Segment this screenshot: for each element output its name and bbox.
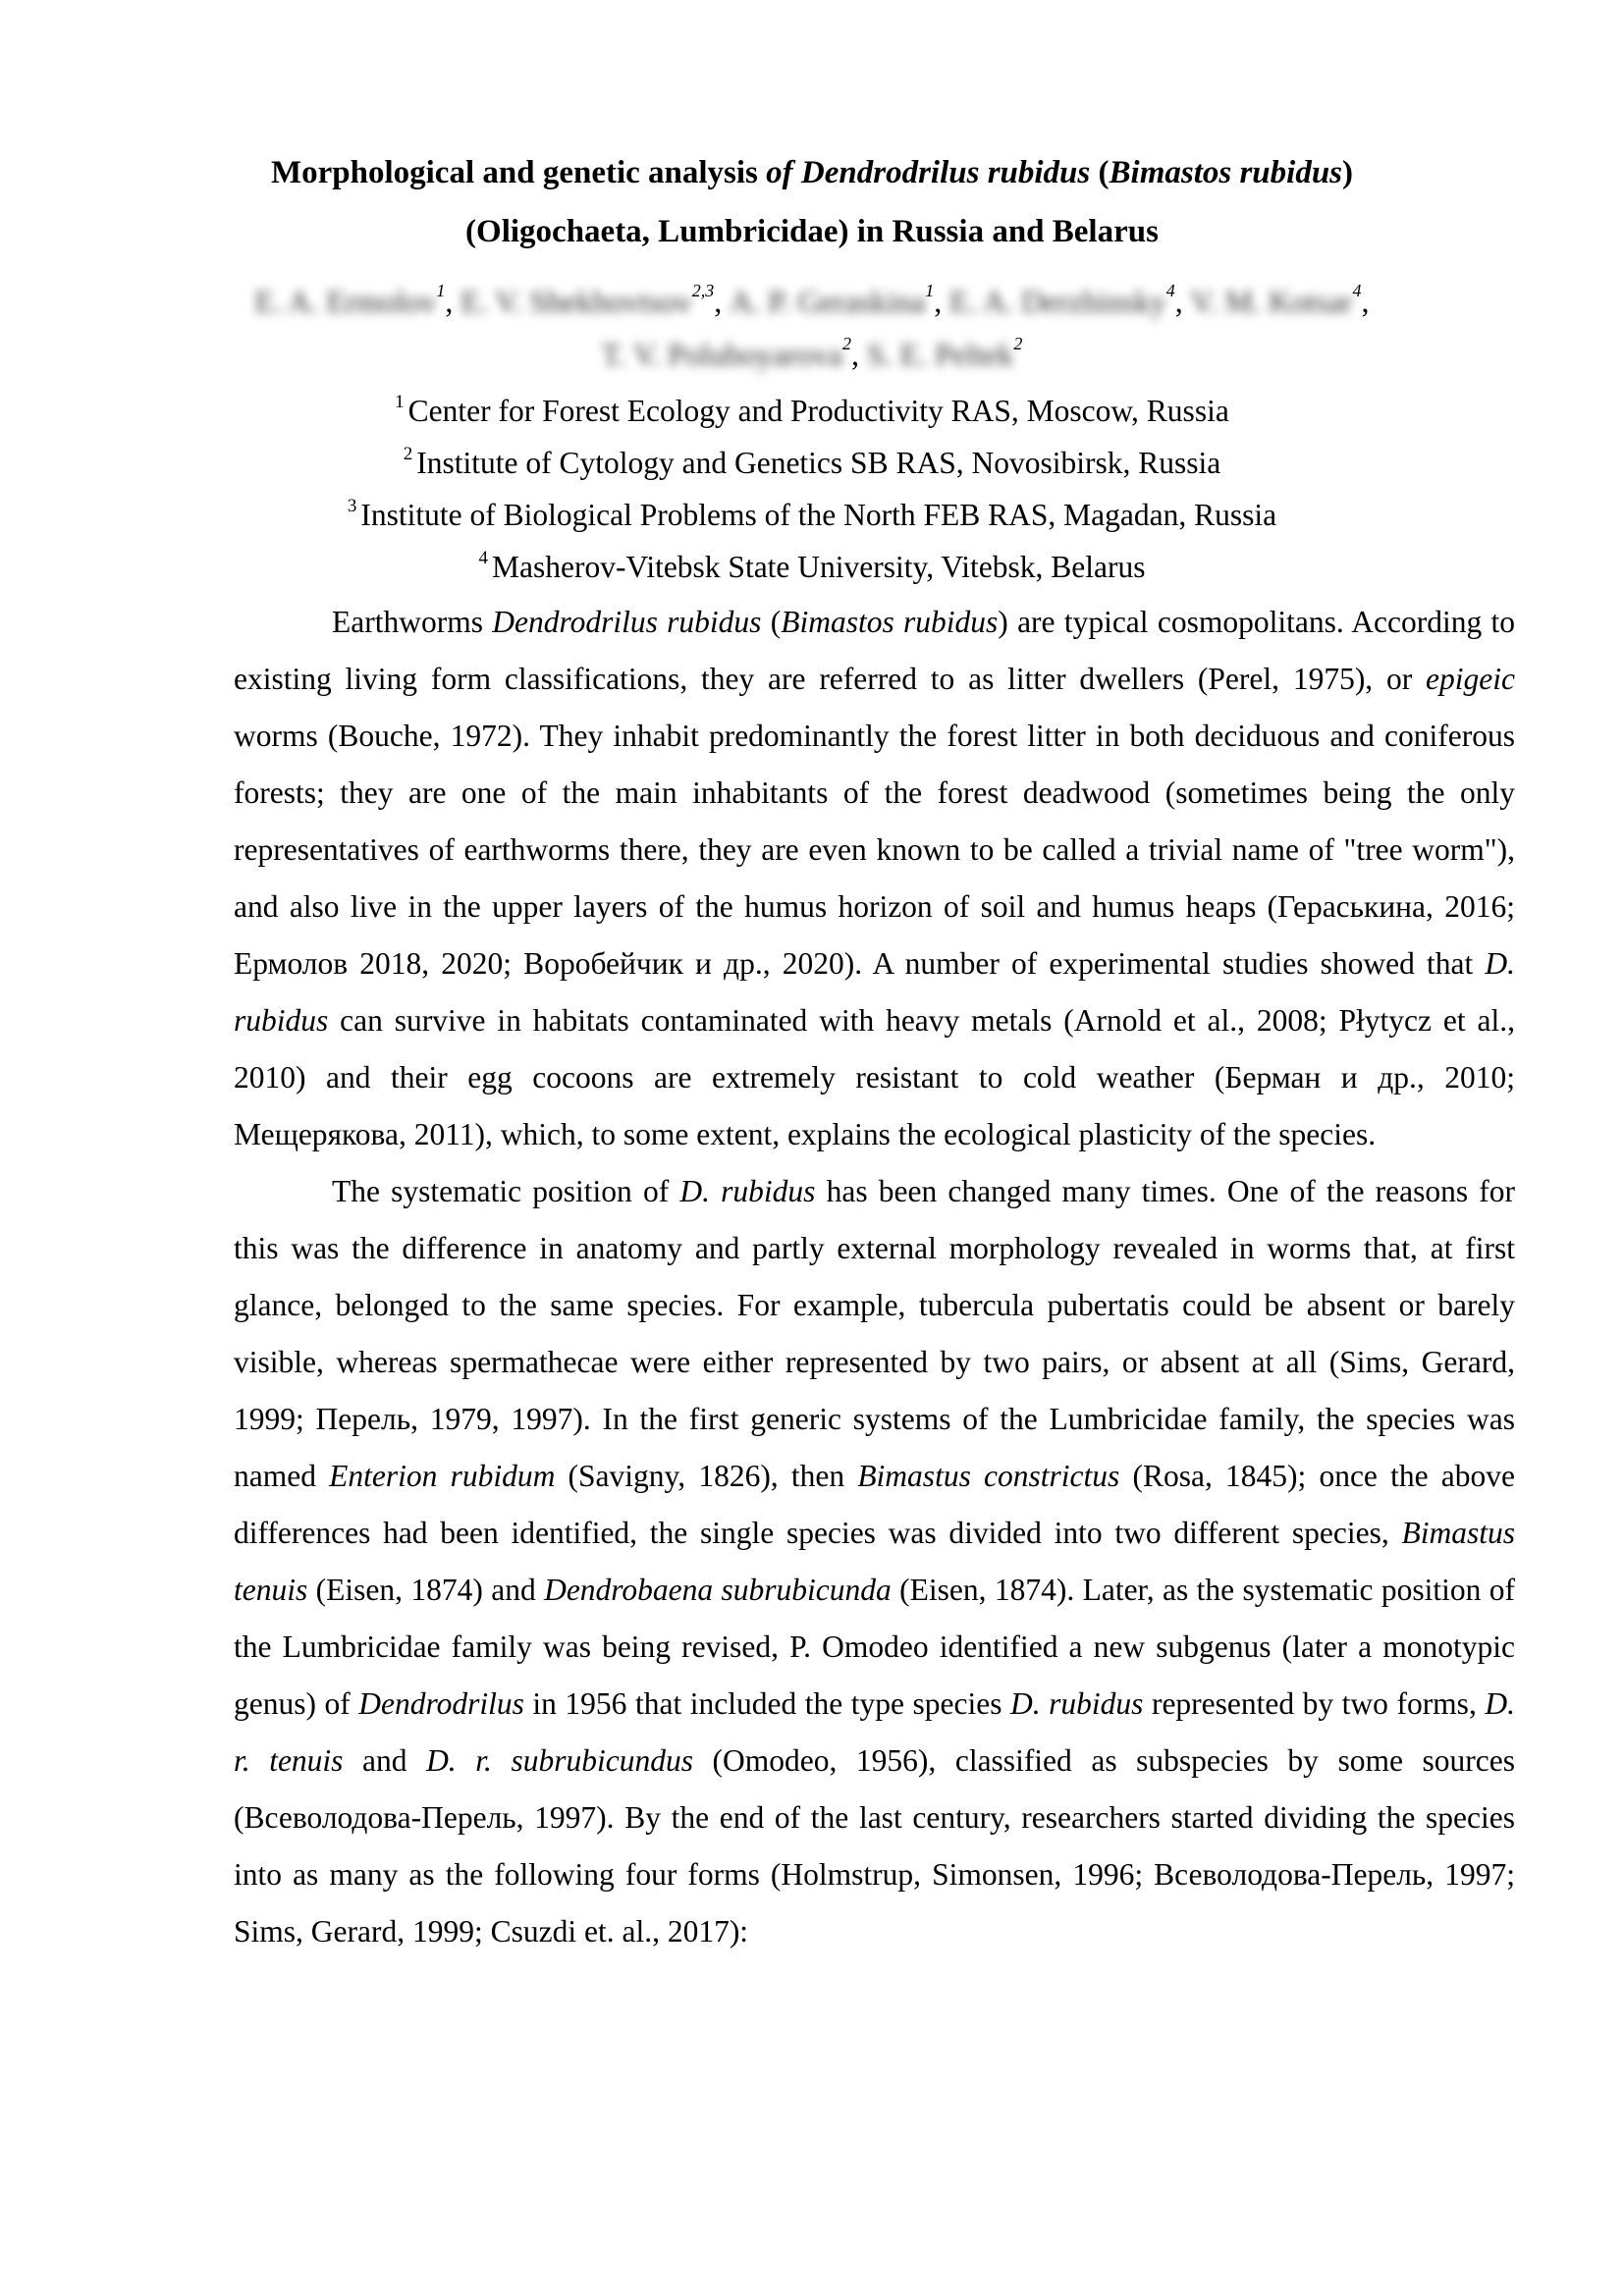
author-affiliation-mark: 1 (436, 281, 446, 300)
author: E. V. Shekhovtsov$^{2,3}$, (460, 281, 723, 319)
author-affiliation-mark: 2,3 (691, 281, 715, 300)
author-affiliation-mark: 1 (925, 281, 935, 300)
author-name-blurred: T. V. Poluboyarova (601, 337, 842, 372)
italic-text-run: epigeic (1426, 662, 1515, 696)
author-affiliation-mark: 4 (1352, 281, 1362, 300)
author-name-blurred: E. A. Ermolov (254, 284, 437, 319)
affiliation-text: Masherov-Vitebsk State University, Vitebsk, Belarus (492, 550, 1146, 584)
italic-text-run: Bimastus tenuis (234, 1516, 1515, 1607)
italic-text-run: Enterion rubidum (329, 1459, 556, 1493)
text-run: can survive in habitats contaminated with heavy metals (Arnold et al., 2008; Płytycz et al., 2010) and their egg cocoons are extremely resistant to cold weather (Берман и др., 2010; Мещерякова, 2011), which, to some extent, explains the ecological plasticity of the species. (234, 1003, 1515, 1151)
italic-text-run: D. rubidus (679, 1174, 816, 1208)
author-name-blurred: E. A. Derzhinsky (949, 284, 1166, 319)
italic-text-run: Dendrodrilus rubidus (492, 605, 762, 639)
affiliation (0, 381, 1624, 433)
author-name-blurred: E. V. Shekhovtsov (460, 284, 692, 319)
affiliation (0, 433, 1624, 485)
affiliation-number: 4 (478, 548, 488, 568)
author: A. P. Geraskina$^1$, (730, 281, 943, 319)
italic-text-run: Dendrobaena subrubicunda (544, 1573, 892, 1607)
affiliation (0, 537, 1624, 589)
text-run: (Rosa, 1845); once the above differences had been identified, the single species was divided into two different species, (234, 1459, 1515, 1550)
italic-text-run: D. r. tenuis (234, 1686, 1515, 1778)
paper-title-line-1 (0, 153, 1624, 192)
italic-text-run: D. rubidus (234, 946, 1515, 1038)
italic-text-run: Dendrodrilus (358, 1686, 524, 1721)
text-run: The systematic position of (332, 1174, 680, 1208)
text-run: has been changed many times. One of the reasons for this was the difference in anatomy and partly external morphology revealed in worms that, at first glance, belonged to the same species. For example, tubercula pubertatis could be absent or barely visible, whereas spermathecae were either represented by two pairs, or absent at all (Sims, Gerard, 1999; Перель, 1979, 1997). In the first generic systems of the Lumbricidae family, the species was named (234, 1174, 1515, 1493)
text-run: (Eisen, 1874) and (307, 1573, 545, 1607)
affiliation-number: 2 (403, 444, 413, 464)
text-run: (Omodeo, 1956), classified as subspecies by some sources (Всеволодова-Перель, 1997). By the end of the last century, researchers started dividing the species into as many as the following four forms (Holmstrup, Simonsen, 1996; Всеволодова-Перель, 1997; Sims, Gerard, 1999; Csuzdi et. al., 2017): (234, 1743, 1516, 1949)
italic-text-run: Bimastus constrictus (857, 1459, 1120, 1493)
text-run: ) are typical cosmopolitans. According to existing living form classifications, they are referred to as litter dwellers (Perel, 1975), or (234, 605, 1516, 696)
text-run: in 1956 that included the type species (523, 1686, 1010, 1721)
affiliation-text: Institute of Biological Problems of the North FEB RAS, Magadan, Russia (360, 498, 1277, 532)
body-paragraph (234, 1163, 1515, 1960)
author-name-blurred: S. E. Peltek (867, 337, 1014, 372)
text-run: and (343, 1743, 427, 1778)
text-run: (Savigny, 1826), then (555, 1459, 858, 1493)
title-segment-italic: of Dendrodrilus rubidus (766, 155, 1091, 190)
author-affiliation-mark: 2 (842, 334, 851, 353)
title-segment: ) (1342, 155, 1354, 190)
body-text (234, 594, 1515, 1960)
author-list-line-1 (0, 271, 1624, 321)
author: T. V. Poluboyarova$^2$, (601, 334, 859, 372)
author-affiliation-mark: 4 (1165, 281, 1175, 300)
author: E. A. Ermolov$^1$, (254, 281, 454, 319)
title-segment: ( (1090, 155, 1110, 190)
affiliation-number: 3 (347, 496, 357, 516)
author: E. A. Derzhinsky$^4$, (949, 281, 1183, 319)
author-list-line-2 (0, 324, 1624, 374)
text-run: ( (761, 605, 782, 639)
italic-text-run: Bimastos rubidus (781, 605, 999, 639)
text-run: worms (Bouche, 1972). They inhabit predominantly the forest litter in both deciduous and coniferous forests; they are one of the main inhabitants of the forest deadwood (sometimes being the only representatives of earthworms there, they are even known to be called a trivial name of "tree worm"), and also live in the upper layers of the humus horizon of soil and humus heaps (Гераськина, 2016; Ермолов 2018, 2020; Воробейчик и др., 2020). A number of experimental studies showed that (234, 719, 1515, 981)
text-run: represented by two forms, (1143, 1686, 1486, 1721)
affiliation (0, 485, 1624, 537)
author (867, 324, 1022, 374)
text-run: Earthworms (332, 605, 493, 639)
italic-text-run: D. r. subrubicundus (426, 1743, 693, 1778)
affiliation-text: Center for Forest Ecology and Productivity RAS, Moscow, Russia (407, 394, 1229, 428)
affiliation-text: Institute of Cytology and Genetics SB RAS, Novosibirsk, Russia (416, 446, 1221, 480)
title-segment: Morphological and genetic analysis (270, 155, 767, 190)
affiliation-number: 1 (395, 392, 405, 412)
author-affiliation-mark: 2 (1013, 334, 1023, 353)
paper-title-line-2: (Oligochaeta, Lumbricidae) in Russia and Belarus (465, 214, 1159, 249)
author: V. M. Kotsar$^4$, (1190, 281, 1370, 319)
body-paragraph (234, 594, 1515, 1163)
author-name-blurred: V. M. Kotsar (1190, 284, 1353, 319)
affiliation-list (0, 381, 1624, 589)
title-segment-italic: Bimastos rubidus (1109, 155, 1343, 190)
author-name-blurred: A. P. Geraskina (730, 284, 926, 319)
text-run: (Eisen, 1874). Later, as the systematic position of the Lumbricidae family was being revised, P. Omodeo identified a new subgenus (later a monotypic genus) of (234, 1573, 1515, 1721)
italic-text-run: D. rubidus (1010, 1686, 1144, 1721)
